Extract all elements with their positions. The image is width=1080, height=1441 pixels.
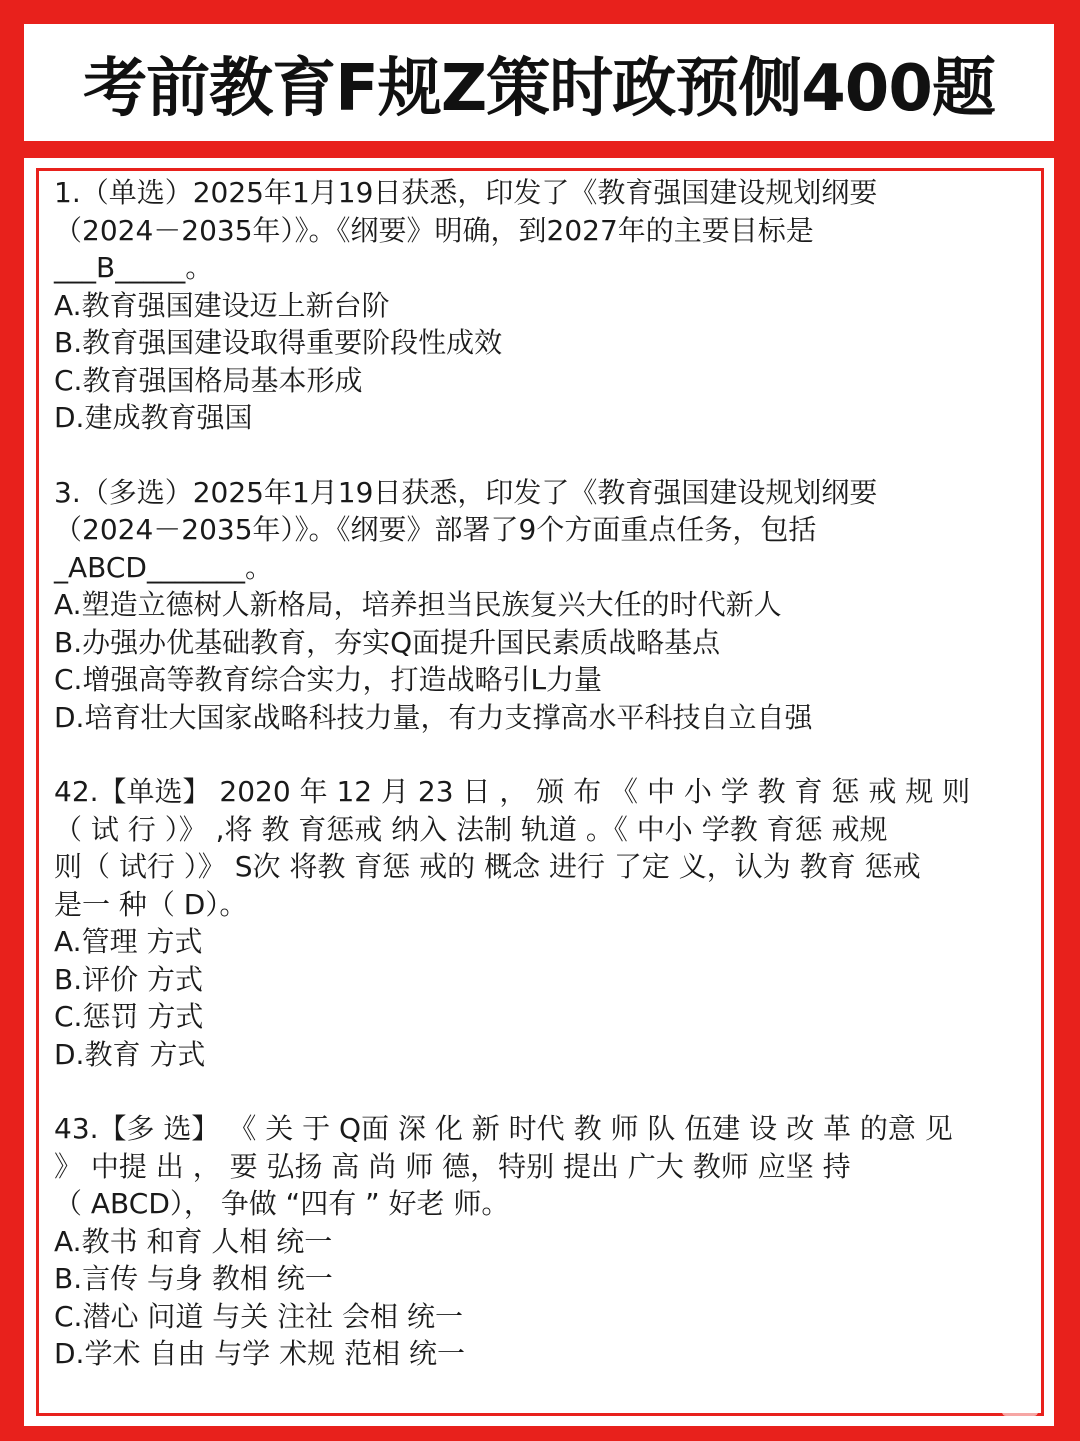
question-1 [54, 174, 1034, 437]
option-d: D.教育 方式 [54, 1037, 206, 1071]
question-stem-line: （2024－2035年）》。《纲要》明确，到2027年的主要目标是 [54, 213, 814, 247]
option-b: B.办强办优基础教育，夯实Q面提升国民素质战略基点 [54, 625, 721, 659]
question-stem-line: 是一 种（ D）。 [54, 887, 248, 921]
question-stem-line: 则（ 试行 ）》 S次 将教 育惩 戒的 概念 进行 了定 义，认为 教育 惩戒 [54, 850, 921, 883]
question-stem-line: 42.【单选】 2020 年 12 月 23 日 ， 颁 布 《 中 小 学 教 育 惩 戒 规 则 [54, 775, 971, 808]
question-stem-line: ___B_____。 [54, 251, 214, 284]
option-d: D.学术 自由 与学 术规 范相 统一 [54, 1337, 465, 1370]
option-c: C.潜心 问道 与关 注社 会相 统一 [54, 1299, 463, 1333]
option-c: C.教育强国格局基本形成 [54, 363, 363, 397]
question-42 [54, 773, 1034, 1073]
question-stem-line: （2024－2035年）》。《纲要》部署了9个方面重点任务，包括 [54, 513, 817, 546]
title-banner [24, 24, 1054, 141]
watermark-mark [1002, 1398, 1038, 1416]
option-a: A.教育强国建设迈上新台阶 [54, 288, 390, 322]
question-stem-line: 3.（多选）2025年1月19日获悉，印发了《教育强国建设规划纲要 [54, 475, 878, 509]
option-b: B.教育强国建设取得重要阶段性成效 [54, 326, 503, 359]
option-a: A.管理 方式 [54, 925, 203, 958]
question-list [54, 174, 1034, 1410]
option-d: D.建成教育强国 [54, 401, 253, 434]
question-stem-line: 43.【多 选】 《 关 于 Q面 深 化 新 时代 教 师 队 伍建 设 改 革 的意 见 [54, 1112, 953, 1145]
option-b: B.评价 方式 [54, 962, 204, 996]
option-b: B.言传 与身 教相 统一 [54, 1262, 333, 1295]
option-c: C.增强高等教育综合实力，打造战略引L力量 [54, 663, 603, 696]
option-a: A.塑造立德树人新格局，培养担当民族复兴大任的时代新人 [54, 588, 782, 621]
option-a: A.教书 和育 人相 统一 [54, 1224, 333, 1258]
question-3 [54, 474, 1034, 737]
question-stem-line: （ ABCD）， 争做 “四有 ” 好老 师。 [54, 1187, 510, 1220]
question-stem-line: （ 试 行 ）》 ,将 教 育惩戒 纳入 法制 轨道 。《 中小 学教 育惩 戒规 [54, 812, 888, 846]
question-stem-line: 1.（单选）2025年1月19日获悉，印发了《教育强国建设规划纲要 [54, 176, 878, 209]
question-stem-line: 》 中提 出 ， 要 弘扬 高 尚 师 德，特别 提出 广大 教师 应坚 持 [54, 1149, 851, 1183]
page-title: 考前教育F规Z策时政预侧400题 [83, 51, 995, 126]
question-43 [54, 1110, 1034, 1373]
content-panel [24, 158, 1054, 1426]
option-d: D.培育壮大国家战略科技力量，有力支撑高水平科技自立自强 [54, 700, 813, 734]
question-stem-line: _ABCD_______。 [54, 550, 273, 584]
option-c: C.惩罚 方式 [54, 1000, 204, 1033]
